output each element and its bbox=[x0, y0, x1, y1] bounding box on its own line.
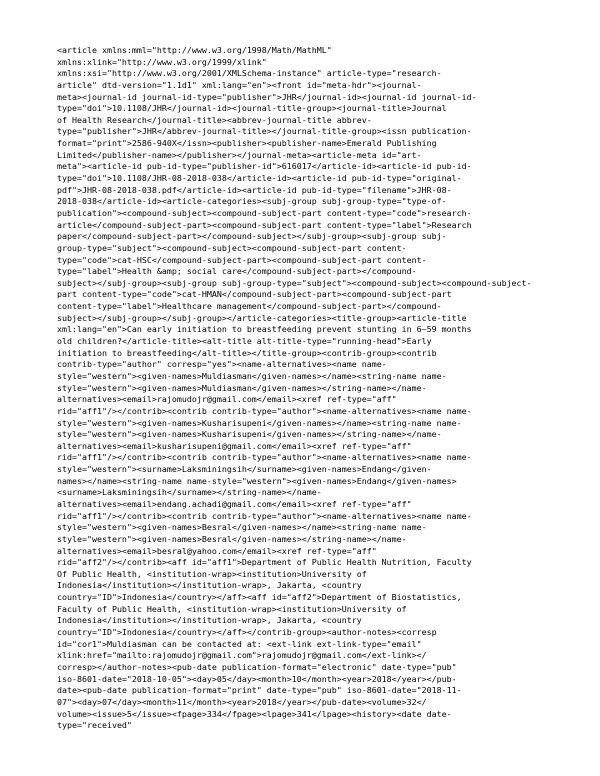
xml-text-line: pdf">JHR-08-2018-038.pdf</article-id><article-id pub-id-type="filename">JHR-08- bbox=[57, 184, 452, 195]
xml-text-line: type="code">cat-HSC</compound-subject-part><compound-subject-part content- bbox=[57, 254, 427, 265]
xml-text-line: alternatives><email>besral@yahoo.com</email><xref ref-type="aff" bbox=[57, 545, 377, 556]
xml-text-line: article" dtd-version="1.1d1" xml:lang="en"><front id="meta-hdr"><journal- bbox=[57, 79, 422, 90]
xml-text-line: Faculty of Public Health, <institution-wrap><institution>University of bbox=[57, 603, 407, 614]
xml-text-line: alternatives><email>endang.achadi@gmail.com</email><xref ref-type="aff" bbox=[57, 498, 412, 509]
xml-text-line: <article xmlns:mml="http://www.w3.org/1998/Math/MathML" bbox=[57, 45, 332, 55]
xml-text-line: meta><journal-id journal-id-type="publisher">JHR</journal-id><journal-id journal-id- bbox=[57, 91, 477, 102]
xml-text-line: contrib-type="author" corresp="yes"><name-alternatives><name name- bbox=[57, 359, 387, 370]
xml-text-line: subject></subj-group><subj-group subj-group-type="subject"><compound-subject><compound-subject- bbox=[57, 277, 532, 288]
xml-text-line: subject></subj-group></subj-group></article-categories><title-group><article-title bbox=[57, 312, 467, 323]
xml-text-line: initiation to breastfeeding</alt-title></title-group><contrib-group><contrib bbox=[57, 347, 437, 358]
xml-text-line: Of Public Health, <institution-wrap><institution>University of bbox=[57, 568, 367, 579]
xml-text-line: 07"><day>07</day><month>11</month><year>2018</year></pub-date><volume>32</ bbox=[57, 696, 427, 707]
xml-text-line: country="ID">Indonesia</country></aff><aff id="aff2">Department of Biostatistics, bbox=[57, 592, 462, 603]
xml-text-line: rid="aff2"/></contrib><aff id="aff1">Department of Public Health Nutrition, Faculty bbox=[57, 557, 472, 568]
xml-text-line: style="western"><given-names>Besral</given-names></string-name></name- bbox=[57, 533, 407, 544]
xml-text-line: Limited</publisher-name></publisher></journal-meta><article-meta id="art- bbox=[57, 149, 422, 160]
xml-text-line: style="western"><given-names>Kusharisupeni</given-names></string-name></name- bbox=[57, 429, 442, 440]
xml-text-line: id="cor1">Muldiasman can be contacted at: <ext-link ext-link-type="email" bbox=[57, 638, 422, 649]
xml-text-line: xmlns:xlink="http://www.w3.org/1999/xlink" bbox=[57, 56, 267, 67]
xml-text-line: Indonesia</institution></institution-wrap>, Jakarta, <country bbox=[57, 615, 362, 626]
xml-text-line: type="publisher">JHR</abbrev-journal-title></journal-title-group><issn publication- bbox=[57, 126, 472, 137]
xml-text-line: publication"><compound-subject><compound-subject-part content-type="code">research- bbox=[57, 207, 472, 218]
xml-text-line: xlink:href="mailto:rajomudojr@gmail.com">rajomudojr@gmail.com</ext-link></ bbox=[57, 650, 427, 661]
xml-text-line: type="received" bbox=[57, 720, 132, 731]
xml-text-line: alternatives><email>rajomudojr@gmail.com</email><xref ref-type="aff" bbox=[57, 394, 397, 405]
xml-text-line: type="doi">10.1108/JHR-08-2018-038</article-id><article-id pub-id-type="original- bbox=[57, 173, 462, 184]
xml-text-line: meta"><article-id pub-id-type="publisher-id">616017</article-id><article-id pub-id- bbox=[57, 161, 472, 172]
xml-text-line: group-type="subject"><compound-subject><compound-subject-part content- bbox=[57, 242, 407, 253]
xml-text-line: old children?</article-title><alt-title alt-title-type="running-head">Early bbox=[57, 336, 432, 347]
xml-text-line: corresp></author-notes><pub-date publication-format="electronic" date-type="pub" bbox=[57, 661, 457, 672]
xml-source-text bbox=[57, 45, 557, 732]
xml-text-line: iso-8601-date="2018-10-05"><day>05</day><month>10</month><year>2018</year></pub- bbox=[57, 673, 457, 684]
xml-text-line: style="western"><given-names>Besral</given-names></name><string-name name- bbox=[57, 522, 427, 533]
xml-text-line: style="western"><surname>Laksminingsih</surname><given-names>Endang</given- bbox=[57, 464, 432, 475]
xml-text-line: xmlns:xsi="http://www.w3.org/2001/XMLSchema-instance" article-type="research- bbox=[57, 68, 442, 79]
xml-text-line: style="western"><given-names>Muldiasman</given-names></name><string-name name- bbox=[57, 370, 447, 381]
xml-text-line: of Health Research</journal-title><abbrev-journal-title abbrev- bbox=[57, 114, 372, 125]
xml-text-line: format="print">2586-940X</issn><publisher><publisher-name>Emerald Publishing bbox=[57, 138, 437, 149]
xml-text-line: content-type="label">Healthcare management</compound-subject-part></compound- bbox=[57, 301, 442, 312]
xml-text-line: style="western"><given-names>Muldiasman</given-names></string-name></name- bbox=[57, 382, 427, 393]
xml-text-line: names></name><string-name name-style="western"><given-names>Endang</given-names> bbox=[57, 475, 457, 486]
xml-text-line: type="label">Health &amp; social care</compound-subject-part></compound- bbox=[57, 266, 417, 277]
xml-text-line: rid="aff1"/></contrib><contrib contrib-type="author"><name-alternatives><name name- bbox=[57, 510, 472, 521]
xml-text-line: type="doi">10.1108/JHR</journal-id><journal-title-group><journal-title>Journal bbox=[57, 103, 447, 114]
xml-text-line: rid="aff1"/></contrib><contrib contrib-type="author"><name-alternatives><name name- bbox=[57, 452, 472, 463]
xml-text-line: rid="aff1"/></contrib><contrib contrib-type="author"><name-alternatives><name name- bbox=[57, 405, 472, 416]
xml-text-line: volume><issue>5</issue><fpage>334</fpage><lpage>341</lpage><history><date date- bbox=[57, 708, 452, 719]
xml-text-line: part content-type="code">cat-HMAN</compound-subject-part><compound-subject-part bbox=[57, 289, 452, 300]
xml-text-line: <surname>Laksminingsih</surname></string-name></name- bbox=[57, 487, 322, 498]
xml-text-line: paper</compound-subject-part></compound-subject></subj-group><subj-group subj- bbox=[57, 231, 447, 242]
xml-text-line: Indonesia</institution></institution-wrap>, Jakarta, <country bbox=[57, 580, 362, 591]
xml-text-line: alternatives><email>kusharisupeni@gmail.com</email><xref ref-type="aff" bbox=[57, 440, 412, 451]
xml-text-line: article</compound-subject-part><compound-subject-part content-type="label">Research bbox=[57, 219, 472, 230]
xml-text-line: xml:lang="en">Can early initiation to breastfeeding prevent stunting in 6–59 months bbox=[57, 324, 472, 335]
xml-text-line: country="ID">Indonesia</country></aff></contrib-group><author-notes><corresp bbox=[57, 627, 437, 638]
xml-text-line: date><pub-date publication-format="print" date-type="pub" iso-8601-date="2018-11- bbox=[57, 685, 462, 696]
xml-text-line: 2018-038</article-id><article-categories><subj-group subj-group-type="type-of- bbox=[57, 196, 447, 207]
xml-text-line: style="western"><given-names>Kusharisupeni</given-names></name><string-name name- bbox=[57, 417, 462, 428]
